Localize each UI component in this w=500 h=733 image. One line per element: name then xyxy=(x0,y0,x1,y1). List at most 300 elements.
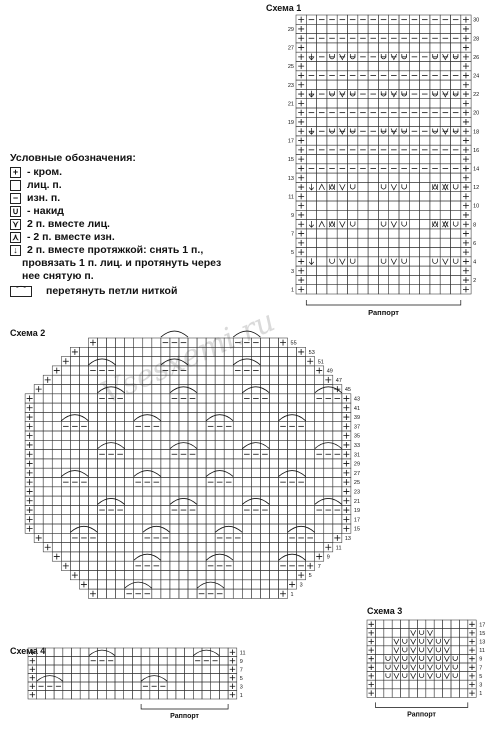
stitch-cell xyxy=(179,524,188,533)
stitch-cell xyxy=(61,431,70,440)
stitch-cell xyxy=(98,403,107,412)
wrap-stitches-icon xyxy=(61,471,88,477)
stitch-cell xyxy=(150,674,159,683)
stitch-cell xyxy=(327,238,337,247)
edge-stitch-icon xyxy=(316,554,322,560)
stitch-cell xyxy=(43,515,52,524)
stitch-cell xyxy=(401,672,409,681)
stitch-cell xyxy=(206,403,215,412)
stitch-cell xyxy=(399,62,409,71)
stitch-cell xyxy=(125,422,134,431)
stitch-cell xyxy=(52,375,61,384)
stitch-cell xyxy=(98,338,107,347)
stitch-cell xyxy=(337,201,347,210)
stitch-cell xyxy=(224,505,233,514)
stitch-cell xyxy=(224,366,233,375)
edge-stitch-icon xyxy=(463,63,469,69)
stitch-cell xyxy=(233,552,242,561)
row-number: 7 xyxy=(317,563,321,570)
stitch-cell xyxy=(297,505,306,514)
stitch-cell xyxy=(251,533,260,542)
edge-stitch-icon xyxy=(27,516,33,522)
stitch-cell xyxy=(43,450,52,459)
stitch-cell xyxy=(72,691,81,700)
stitch-cell xyxy=(368,182,378,191)
stitch-cell xyxy=(61,366,70,375)
stitch-cell xyxy=(401,629,409,638)
stitch-cell xyxy=(443,689,451,698)
edge-stitch-icon xyxy=(463,165,469,171)
stitch-cell xyxy=(451,620,459,629)
wrap-stitches-icon xyxy=(98,387,125,393)
stitch-cell xyxy=(279,394,288,403)
stitch-cell xyxy=(197,450,206,459)
scheme2-grid xyxy=(25,331,351,598)
stitch-cell xyxy=(125,505,134,514)
stitch-cell xyxy=(417,637,425,646)
stitch-cell xyxy=(72,648,81,657)
stitch-cell xyxy=(375,689,383,698)
stitch-cell xyxy=(327,80,337,89)
k2tog-icon xyxy=(411,665,416,670)
stitch-cell xyxy=(185,691,194,700)
stitch-cell xyxy=(348,182,358,191)
stitch-cell xyxy=(202,691,211,700)
row-number: 19 xyxy=(353,508,361,515)
stitch-cell xyxy=(317,210,327,219)
stitch-cell xyxy=(134,533,143,542)
stitch-cell xyxy=(378,201,388,210)
stitch-cell xyxy=(52,385,61,394)
stitch-cell xyxy=(115,682,124,691)
stitch-cell xyxy=(327,248,337,257)
stitch-cell xyxy=(440,155,450,164)
stitch-cell xyxy=(417,663,425,672)
stitch-cell xyxy=(233,403,242,412)
raport-label: Раппорт xyxy=(407,711,437,719)
row-number: 1 xyxy=(290,287,294,294)
stitch-cell xyxy=(251,543,260,552)
stitch-cell xyxy=(179,571,188,580)
legend-label: перетянуть петли ниткой xyxy=(46,285,178,297)
stitch-cell xyxy=(43,440,52,449)
stitch-cell xyxy=(206,580,215,589)
stitch-cell xyxy=(279,347,288,356)
stitch-cell xyxy=(152,589,161,598)
stitch-cell xyxy=(401,680,409,689)
wrap-stitches-icon xyxy=(161,331,188,337)
stitch-cell xyxy=(459,672,467,681)
stitch-cell xyxy=(288,403,297,412)
stitch-cell xyxy=(224,589,233,598)
stitch-cell xyxy=(70,515,79,524)
stitch-cell xyxy=(368,285,378,294)
skp-icon xyxy=(309,221,314,227)
stitch-cell xyxy=(54,648,63,657)
edge-stitch-icon xyxy=(463,175,469,181)
stitch-cell xyxy=(70,543,79,552)
stitch-cell xyxy=(279,366,288,375)
stitch-cell xyxy=(288,552,297,561)
stitch-cell xyxy=(434,629,442,638)
stitch-cell xyxy=(70,431,79,440)
stitch-cell xyxy=(378,99,388,108)
stitch-cell xyxy=(115,665,124,674)
stitch-cell xyxy=(399,43,409,52)
stitch-cell xyxy=(297,366,306,375)
stitch-cell xyxy=(161,422,170,431)
scheme3-title: Схема 3 xyxy=(367,606,403,616)
stitch-cell xyxy=(260,431,269,440)
wrap-stitches-icon xyxy=(279,471,306,477)
stitch-cell xyxy=(269,440,278,449)
stitch-cell xyxy=(80,657,89,666)
stitch-cell xyxy=(106,682,115,691)
stitch-cell xyxy=(420,136,430,145)
k2tog-icon xyxy=(411,648,416,653)
stitch-cell xyxy=(61,515,70,524)
stitch-cell xyxy=(79,571,88,580)
stitch-cell xyxy=(152,505,161,514)
edge-stitch-icon xyxy=(298,184,304,190)
stitch-cell xyxy=(451,62,461,71)
stitch-cell xyxy=(358,248,368,257)
stitch-cell xyxy=(197,468,206,477)
stitch-cell xyxy=(348,238,358,247)
stitch-cell xyxy=(116,403,125,412)
stitch-cell xyxy=(152,571,161,580)
stitch-cell xyxy=(288,357,297,366)
yarn-over-icon xyxy=(403,639,407,644)
stitch-cell xyxy=(327,257,337,266)
edge-stitch-icon xyxy=(45,377,51,383)
stitch-cell xyxy=(224,524,233,533)
edge-stitch-icon xyxy=(298,54,304,60)
stitch-cell xyxy=(206,394,215,403)
stitch-cell xyxy=(61,505,70,514)
stitch-cell xyxy=(348,43,358,52)
edge-stitch-icon xyxy=(463,128,469,134)
p2tog-icon xyxy=(443,184,449,190)
edge-stitch-icon xyxy=(463,100,469,106)
stitch-cell xyxy=(315,487,324,496)
stitch-cell xyxy=(251,496,260,505)
stitch-cell xyxy=(317,275,327,284)
row-number: 11 xyxy=(335,545,342,552)
stitch-cell xyxy=(358,182,368,191)
row-number: 13 xyxy=(344,535,351,542)
stitch-cell xyxy=(420,43,430,52)
stitch-cell xyxy=(317,173,327,182)
stitch-cell xyxy=(206,440,215,449)
stitch-cell xyxy=(150,691,159,700)
stitch-cell xyxy=(337,275,347,284)
edge-stitch-icon xyxy=(463,147,469,153)
stitch-cell xyxy=(197,515,206,524)
stitch-cell xyxy=(368,220,378,229)
stitch-cell xyxy=(260,366,269,375)
stitch-cell xyxy=(288,487,297,496)
edge-stitch-icon xyxy=(230,650,235,655)
stitch-cell xyxy=(79,357,88,366)
stitch-cell xyxy=(132,691,141,700)
stitch-cell xyxy=(389,99,399,108)
k2tog-icon xyxy=(444,648,449,653)
stitch-cell xyxy=(378,285,388,294)
stitch-cell xyxy=(384,680,392,689)
stitch-cell xyxy=(399,238,409,247)
stitch-cell xyxy=(206,347,215,356)
stitch-cell xyxy=(242,357,251,366)
stitch-cell xyxy=(107,533,116,542)
stitch-cell xyxy=(161,580,170,589)
wrap-stitches-icon xyxy=(141,676,167,682)
edge-stitch-icon xyxy=(343,395,349,401)
stitch-cell xyxy=(125,561,134,570)
stitch-cell xyxy=(459,663,467,672)
stitch-cell xyxy=(202,648,211,657)
stitch-cell xyxy=(98,589,107,598)
stitch-cell xyxy=(143,450,152,459)
stitch-cell xyxy=(233,347,242,356)
scheme1-grid xyxy=(296,15,471,294)
stitch-cell xyxy=(306,459,315,468)
stitch-cell xyxy=(440,192,450,201)
stitch-cell xyxy=(269,431,278,440)
stitch-cell xyxy=(63,691,72,700)
edge-stitch-icon xyxy=(298,147,304,153)
stitch-cell xyxy=(251,431,260,440)
stitch-cell xyxy=(260,375,269,384)
stitch-cell xyxy=(358,275,368,284)
stitch-cell xyxy=(399,155,409,164)
stitch-cell xyxy=(188,524,197,533)
stitch-cell xyxy=(188,478,197,487)
edge-stitch-icon xyxy=(298,349,304,355)
stitch-cell xyxy=(152,524,161,533)
stitch-cell xyxy=(34,450,43,459)
stitch-cell xyxy=(417,672,425,681)
stitch-cell xyxy=(440,275,450,284)
stitch-cell xyxy=(337,24,347,33)
k2tog-icon xyxy=(427,630,432,635)
stitch-cell xyxy=(34,478,43,487)
stitch-cell xyxy=(63,682,72,691)
wrap-stitches-icon xyxy=(98,443,125,449)
stitch-cell xyxy=(378,248,388,257)
stitch-cell xyxy=(215,394,224,403)
stitch-cell xyxy=(52,450,61,459)
stitch-cell xyxy=(170,478,179,487)
stitch-cell xyxy=(170,487,179,496)
stitch-cell xyxy=(61,394,70,403)
stitch-cell xyxy=(459,620,467,629)
stitch-cell xyxy=(279,385,288,394)
stitch-cell xyxy=(52,422,61,431)
stitch-cell xyxy=(125,533,134,542)
stitch-cell xyxy=(161,440,170,449)
stitch-cell xyxy=(358,62,368,71)
stitch-cell xyxy=(224,459,233,468)
edge-stitch-icon xyxy=(27,423,33,429)
stitch-cell xyxy=(70,394,79,403)
stitch-cell xyxy=(170,589,179,598)
stitch-cell xyxy=(63,674,72,683)
stitch-cell xyxy=(43,468,52,477)
stitch-cell xyxy=(327,62,337,71)
stitch-cell xyxy=(143,366,152,375)
stitch-cell xyxy=(70,412,79,421)
row-number: 9 xyxy=(290,212,294,219)
stitch-cell xyxy=(306,266,316,275)
edge-stitch-icon xyxy=(463,35,469,41)
row-number: 1 xyxy=(479,691,483,698)
edge-stitch-icon xyxy=(463,54,469,60)
stitch-cell xyxy=(125,478,134,487)
stitch-cell xyxy=(134,385,143,394)
stitch-cell xyxy=(269,580,278,589)
stitch-cell xyxy=(98,468,107,477)
edge-stitch-icon xyxy=(298,100,304,106)
stitch-cell xyxy=(348,155,358,164)
stitch-cell xyxy=(242,580,251,589)
k2tog-icon xyxy=(391,184,397,190)
stitch-cell xyxy=(389,62,399,71)
edge-stitch-icon xyxy=(368,622,374,628)
stitch-cell xyxy=(279,450,288,459)
stitch-cell xyxy=(443,629,451,638)
stitch-cell xyxy=(107,524,116,533)
edge-stitch-icon xyxy=(298,110,304,116)
stitch-cell xyxy=(260,552,269,561)
stitch-cell xyxy=(269,366,278,375)
stitch-cell xyxy=(358,24,368,33)
stitch-cell xyxy=(306,238,316,247)
stitch-cell xyxy=(143,357,152,366)
stitch-cell xyxy=(170,468,179,477)
stitch-cell xyxy=(279,505,288,514)
stitch-cell xyxy=(179,533,188,542)
stitch-cell xyxy=(179,375,188,384)
stitch-cell xyxy=(188,375,197,384)
stitch-cell xyxy=(260,543,269,552)
stitch-cell xyxy=(188,533,197,542)
stitch-cell xyxy=(297,496,306,505)
legend-label: - 2 п. вместе изн. xyxy=(27,231,115,243)
stitch-cell xyxy=(368,210,378,219)
edge-stitch-icon xyxy=(463,110,469,116)
stitch-cell xyxy=(297,524,306,533)
stitch-cell xyxy=(459,680,467,689)
stitch-cell xyxy=(79,385,88,394)
stitch-cell xyxy=(70,375,79,384)
stitch-cell xyxy=(306,385,315,394)
wrap-stitches-icon xyxy=(206,554,233,560)
stitch-cell xyxy=(176,648,185,657)
stitch-cell xyxy=(107,347,116,356)
stitch-cell xyxy=(143,431,152,440)
stitch-cell xyxy=(348,275,358,284)
stitch-cell xyxy=(242,561,251,570)
stitch-cell xyxy=(440,173,450,182)
row-number: 17 xyxy=(479,622,486,629)
stitch-cell xyxy=(43,478,52,487)
stitch-cell xyxy=(70,468,79,477)
yarn-over-icon xyxy=(419,630,423,635)
row-number: 41 xyxy=(353,405,361,412)
stitch-cell xyxy=(188,589,197,598)
edge-stitch-icon xyxy=(463,72,469,78)
stitch-cell xyxy=(197,459,206,468)
stitch-cell xyxy=(233,487,242,496)
stitch-cell xyxy=(269,505,278,514)
stitch-cell xyxy=(211,682,220,691)
stitch-cell xyxy=(324,533,333,542)
stitch-cell xyxy=(152,440,161,449)
stitch-cell xyxy=(392,620,400,629)
row-number: 1 xyxy=(290,591,294,598)
stitch-cell xyxy=(333,412,342,421)
yarn-over-icon xyxy=(330,259,335,264)
stitch-cell xyxy=(52,403,61,412)
stitch-cell xyxy=(306,80,316,89)
edge-stitch-icon xyxy=(90,340,96,346)
edge-stitch-icon xyxy=(27,433,33,439)
row-number: 6 xyxy=(473,240,477,247)
stitch-cell xyxy=(43,533,52,542)
stitch-cell xyxy=(327,229,337,238)
stitch-cell xyxy=(34,403,43,412)
stitch-cell xyxy=(98,552,107,561)
stitch-cell xyxy=(451,182,461,191)
stitch-cell xyxy=(378,80,388,89)
row-number: 13 xyxy=(479,639,486,646)
stitch-cell xyxy=(297,440,306,449)
stitch-cell xyxy=(269,589,278,598)
scheme4-title: Схема 4 xyxy=(10,646,46,656)
edge-stitch-icon xyxy=(298,268,304,274)
stitch-cell xyxy=(315,468,324,477)
stitch-cell xyxy=(89,674,98,683)
raport-bracket xyxy=(141,704,228,709)
k2tog-icon xyxy=(427,648,432,653)
k2tog-icon xyxy=(443,221,449,227)
stitch-cell xyxy=(202,674,211,683)
stitch-cell xyxy=(378,24,388,33)
stitch-cell xyxy=(459,629,467,638)
stitch-cell xyxy=(242,412,251,421)
stitch-cell xyxy=(430,155,440,164)
stitch-cell xyxy=(368,275,378,284)
stitch-cell xyxy=(54,691,63,700)
stitch-cell xyxy=(176,674,185,683)
legend-label: 2 п. вместе лиц. xyxy=(27,218,110,230)
edge-stitch-icon xyxy=(316,368,322,374)
stitch-cell xyxy=(132,674,141,683)
stitch-cell xyxy=(161,431,170,440)
stitch-cell xyxy=(324,524,333,533)
stitch-cell xyxy=(89,691,98,700)
edge-stitch-icon xyxy=(469,665,475,671)
stitch-cell xyxy=(61,375,70,384)
stitch-cell xyxy=(88,552,97,561)
stitch-cell xyxy=(43,385,52,394)
stitch-cell xyxy=(116,468,125,477)
stitch-cell xyxy=(389,80,399,89)
yarn-over-icon xyxy=(403,656,407,661)
edge-stitch-icon xyxy=(298,249,304,255)
stitch-cell xyxy=(179,412,188,421)
